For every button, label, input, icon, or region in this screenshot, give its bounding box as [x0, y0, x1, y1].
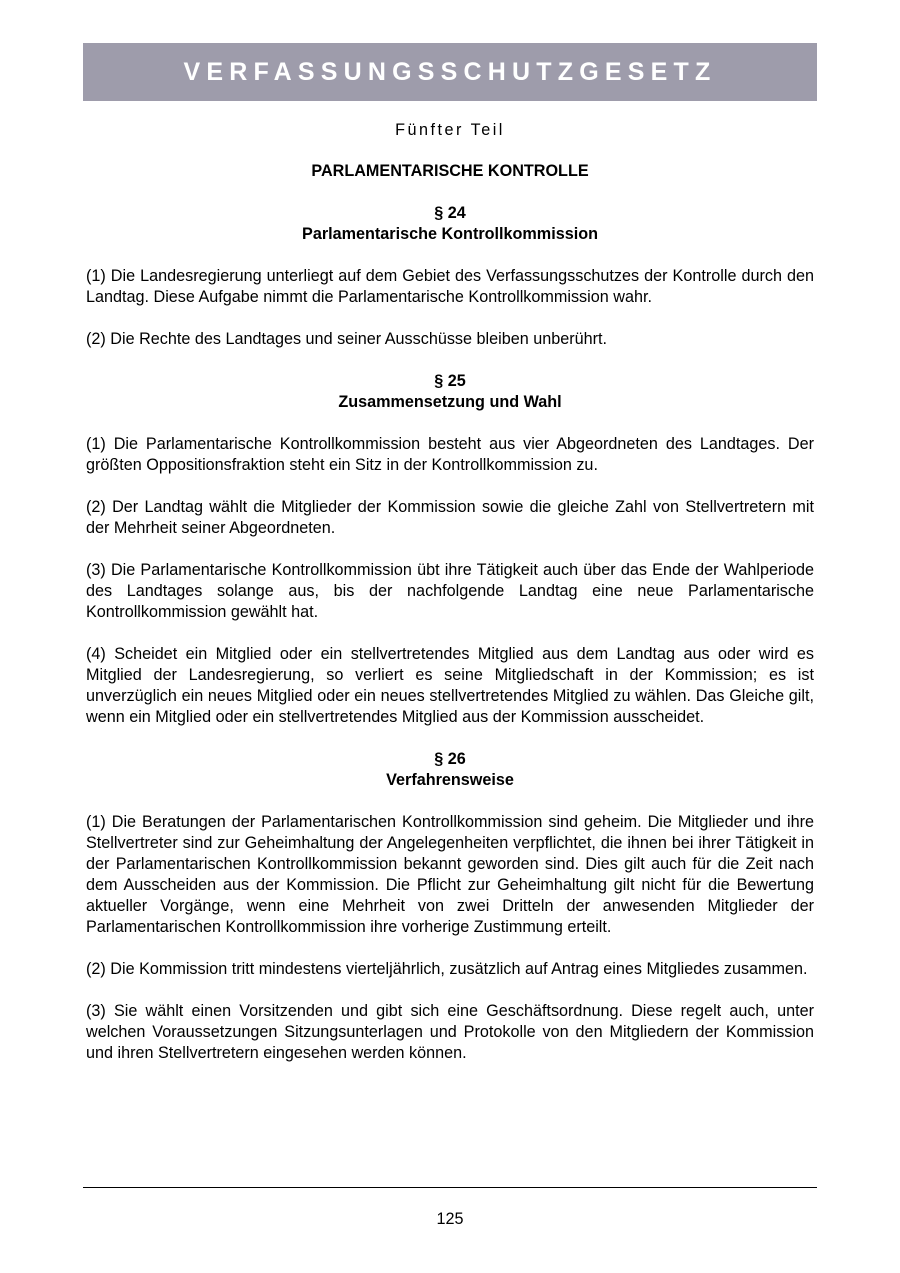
- header-banner: [83, 43, 817, 101]
- page-content: [86, 120, 814, 1085]
- section-number: § 26: [434, 750, 466, 768]
- document-title: VERFASSUNGSSCHUTZGESETZ: [183, 57, 717, 86]
- section-heading: [86, 749, 814, 791]
- paragraph: (1) Die Parlamentarische Kontrollkommission besteht aus vier Abgeordneten des Landtages. Der größten Oppositionsfraktion steht ein Sitz in der Kontrollkommission zu.: [86, 435, 814, 474]
- section-number: § 24: [434, 204, 466, 222]
- paragraph: (3) Die Parlamentarische Kontrollkommission übt ihre Tätigkeit auch über das Ende der Wahlperiode des Landtages solange aus, bis der nachfolgende Landtag eine neue Parlamentarische Kontrollkommission gewählt hat.: [86, 561, 814, 621]
- paragraph: (4) Scheidet ein Mitglied oder ein stellvertretendes Mitglied aus dem Landtag aus oder wird es Mitglied der Landesregierung, so verliert es seine Mitgliedschaft in der Kommission; es ist unverzüglich ein neues Mitglied oder ein neues stellvertretendes Mitglied zu wählen. Das Gleiche gilt, wenn ein Mitglied oder ein stellvertretendes Mitglied aus der Kommission ausscheidet.: [86, 645, 814, 726]
- section-title: Parlamentarische Kontrollkommission: [302, 225, 598, 243]
- part-title: Fünfter Teil: [395, 121, 505, 139]
- section-title: Verfahrensweise: [386, 771, 514, 789]
- paragraph: (1) Die Landesregierung unterliegt auf dem Gebiet des Verfassungsschutzes der Kontrolle durch den Landtag. Diese Aufgabe nimmt die Parlamentarische Kontrollkommission wahr.: [86, 267, 814, 306]
- paragraph: (2) Die Rechte des Landtages und seiner Ausschüsse bleiben unberührt.: [86, 330, 608, 348]
- page-number: 125: [436, 1210, 464, 1228]
- paragraph: (2) Der Landtag wählt die Mitglieder der Kommission sowie die gleiche Zahl von Stellvertretern mit der Mehrheit seiner Abgeordneten.: [86, 498, 814, 537]
- chapter-heading: PARLAMENTARISCHE KONTROLLE: [311, 162, 589, 180]
- section-heading: [86, 371, 814, 413]
- section-title: Zusammensetzung und Wahl: [338, 393, 562, 411]
- section-number: § 25: [434, 372, 466, 390]
- footer-divider: [83, 1187, 817, 1188]
- section-heading: [86, 203, 814, 245]
- paragraph: (3) Sie wählt einen Vorsitzenden und gibt sich eine Geschäftsordnung. Diese regelt auch, unter welchen Voraussetzungen Sitzungsunterlagen und Protokolle von den Mitgliedern der Kommission und ihren Stellvertretern eingesehen werden können.: [86, 1002, 814, 1062]
- paragraph: (2) Die Kommission tritt mindestens vierteljährlich, zusätzlich auf Antrag eines Mitgliedes zusammen.: [86, 960, 808, 978]
- paragraph: (1) Die Beratungen der Parlamentarischen Kontrollkommission sind geheim. Die Mitglieder und ihre Stellvertreter sind zur Geheimhaltung der Angelegenheiten verpflichtet, die ihnen bei ihrer Tätigkeit in der Parlamentarischen Kontrollkommission bekannt geworden sind. Dies gilt auch für die Zeit nach dem Ausscheiden aus der Kommission. Die Pflicht zur Geheimhaltung gilt nicht für die Bewertung aktueller Vorgänge, wenn eine Mehrheit von zwei Dritteln der anwesenden Mitglieder der Parlamentarischen Kontrollkommission ihre vorherige Zustimmung erteilt.: [86, 813, 814, 936]
